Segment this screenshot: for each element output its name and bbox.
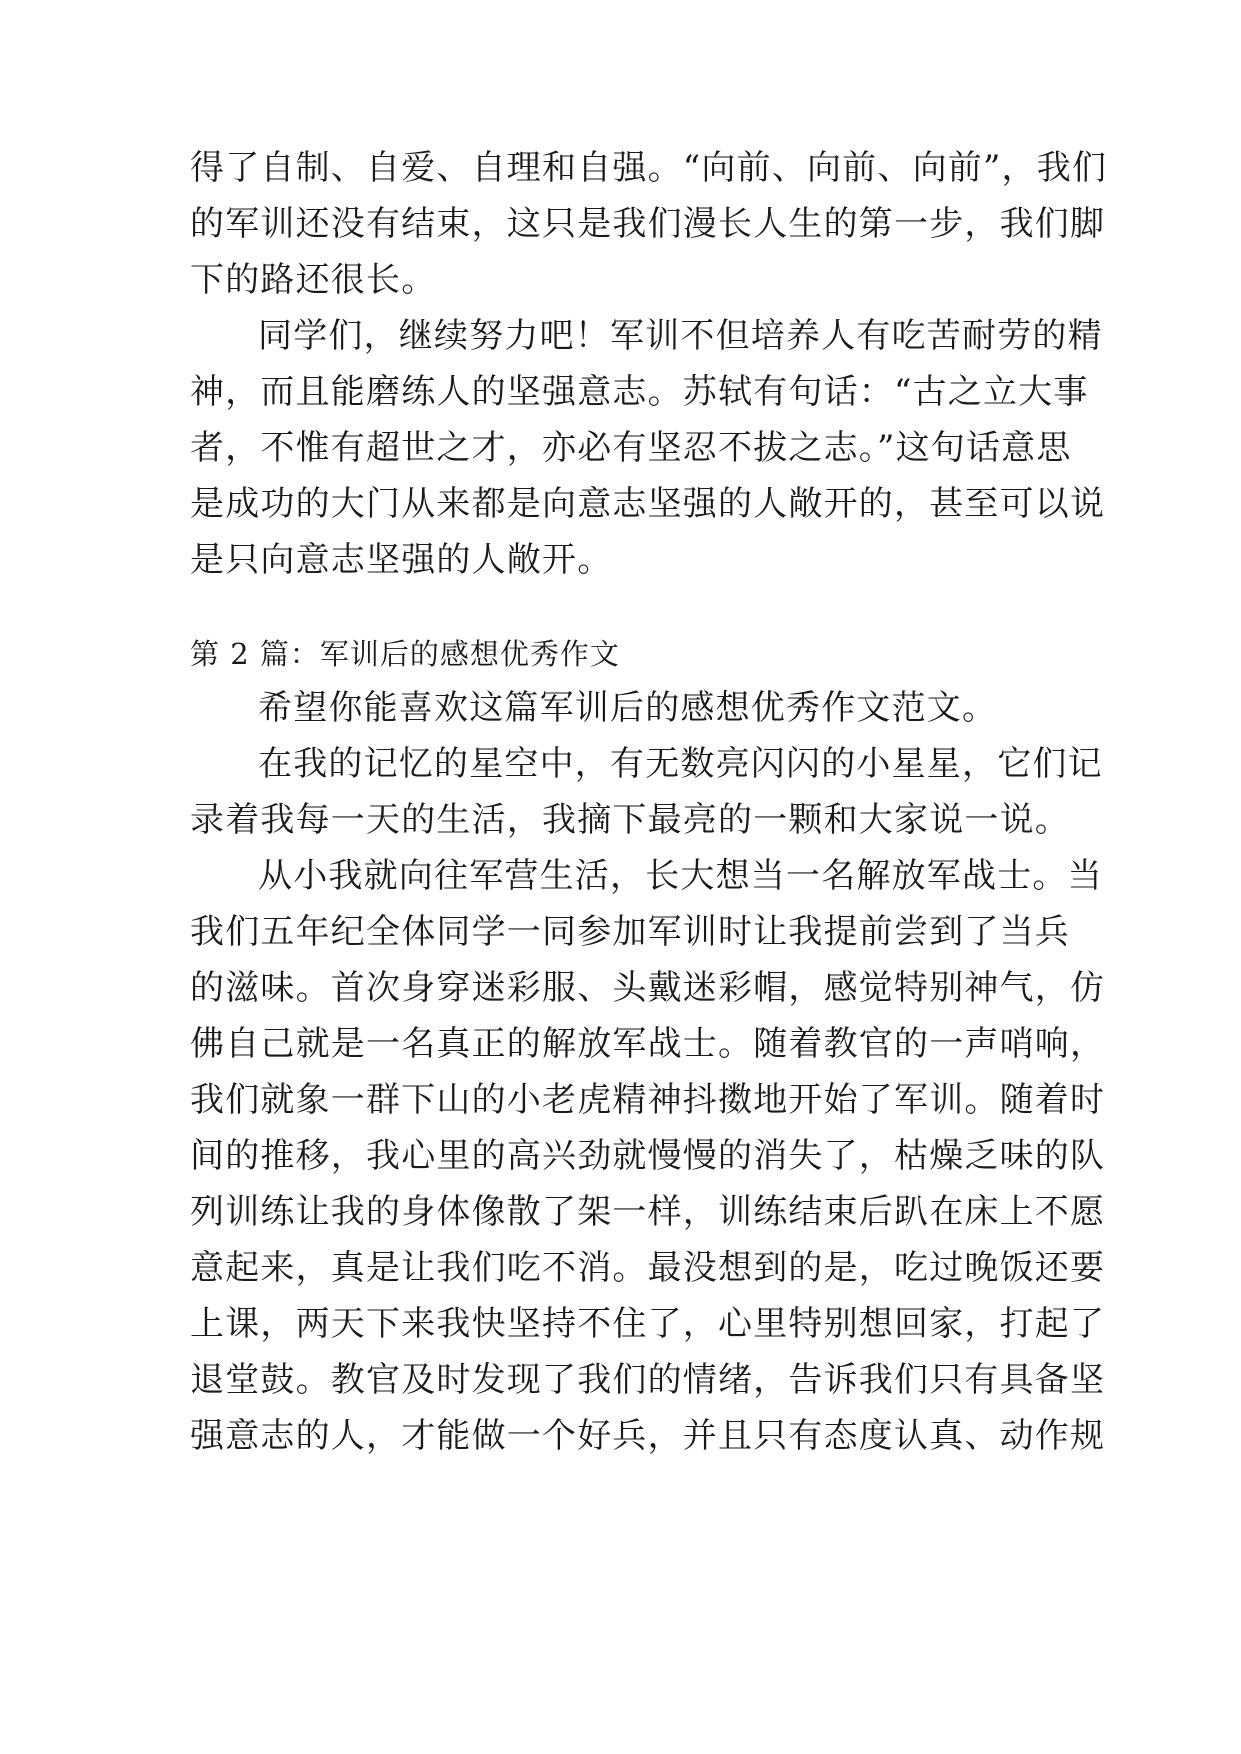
body-line: 我们就象一群下山的小老虎精神抖擞地开始了军训。随着时 bbox=[190, 1080, 1106, 1120]
body-line: 者，不惟有超世之才，亦必有坚忍不拔之志。”这句话意思 bbox=[190, 428, 1072, 468]
article-intro: 希望你能喜欢这篇军训后的感想优秀作文范文。 bbox=[258, 688, 998, 728]
body-line: 得了自制、自爱、自理和自强。“向前、向前、向前”，我们 bbox=[190, 148, 1108, 188]
body-line: 同学们，继续努力吧！军训不但培养人有吃苦耐劳的精 bbox=[258, 316, 1103, 356]
body-line: 的军训还没有结束，这只是我们漫长人生的第一步，我们脚 bbox=[190, 204, 1106, 244]
body-line: 我们五年纪全体同学一同参加军训时让我提前尝到了当兵 bbox=[190, 912, 1070, 952]
body-line: 神，而且能磨练人的坚强意志。苏轼有句话：“古之立大事 bbox=[190, 372, 1089, 412]
body-line: 意起来，真是让我们吃不消。最没想到的是，吃过晚饭还要 bbox=[190, 1248, 1106, 1288]
body-line: 是成功的大门从来都是向意志坚强的人敞开的，甚至可以说 bbox=[190, 484, 1106, 524]
body-line: 下的路还很长。 bbox=[190, 260, 437, 300]
body-line: 强意志的人，才能做一个好兵，并且只有态度认真、动作规 bbox=[190, 1416, 1106, 1456]
body-line: 上课，两天下来我快坚持不住了，心里特别想回家，打起了 bbox=[190, 1304, 1106, 1344]
body-line: 是只向意志坚强的人敞开。 bbox=[190, 540, 613, 580]
body-line: 间的推移，我心里的高兴劲就慢慢的消失了，枯燥乏味的队 bbox=[190, 1136, 1106, 1176]
article-title: 第 2 篇：军训后的感想优秀作文 bbox=[190, 637, 620, 671]
body-line: 的滋味。首次身穿迷彩服、头戴迷彩帽，感觉特别神气，仿 bbox=[190, 968, 1106, 1008]
body-line: 退堂鼓。教官及时发现了我们的情绪，告诉我们只有具备坚 bbox=[190, 1360, 1106, 1400]
body-line: 佛自己就是一名真正的解放军战士。随着教官的一声哨响， bbox=[190, 1024, 1106, 1064]
body-line: 在我的记忆的星空中，有无数亮闪闪的小星星，它们记 bbox=[258, 744, 1103, 784]
body-line: 录着我每一天的生活，我摘下最亮的一颗和大家说一说。 bbox=[190, 800, 1070, 840]
body-line: 列训练让我的身体像散了架一样，训练结束后趴在床上不愿 bbox=[190, 1192, 1106, 1232]
body-line: 从小我就向往军营生活，长大想当一名解放军战士。当 bbox=[258, 856, 1103, 896]
